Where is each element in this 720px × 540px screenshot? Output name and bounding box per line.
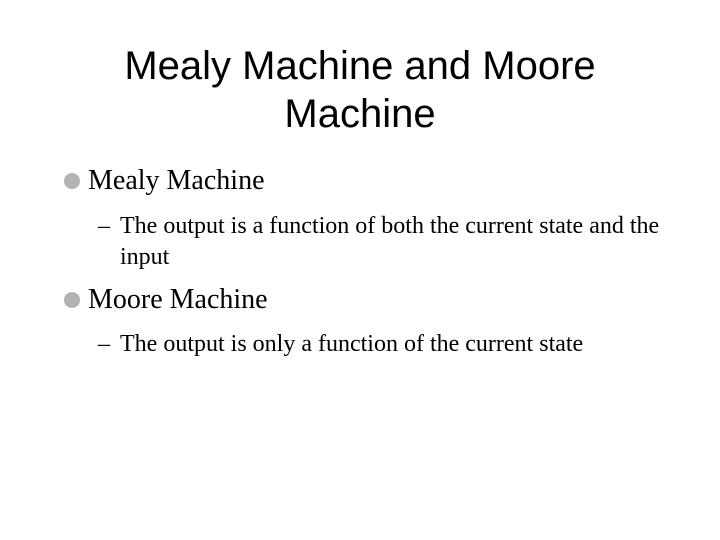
sub-bullet-item-mealy <box>98 211 678 273</box>
slide-title: Mealy Machine and Moore Machine <box>124 44 596 136</box>
dash-marker: – <box>98 213 110 239</box>
sub-bullet-item-moore <box>98 329 678 360</box>
bullet-label: Mealy Machine <box>88 165 265 196</box>
sub-bullet-text: The output is a function of both the current state and the input <box>120 213 660 270</box>
dash-marker: – <box>98 331 110 357</box>
bullet-item-moore <box>64 284 268 316</box>
circle-bullet-icon <box>64 292 80 308</box>
bullet-label: Moore Machine <box>88 284 268 315</box>
bullet-item-mealy <box>64 165 265 197</box>
circle-bullet-icon <box>64 173 80 189</box>
sub-bullet-text: The output is only a function of the current state <box>120 331 584 357</box>
